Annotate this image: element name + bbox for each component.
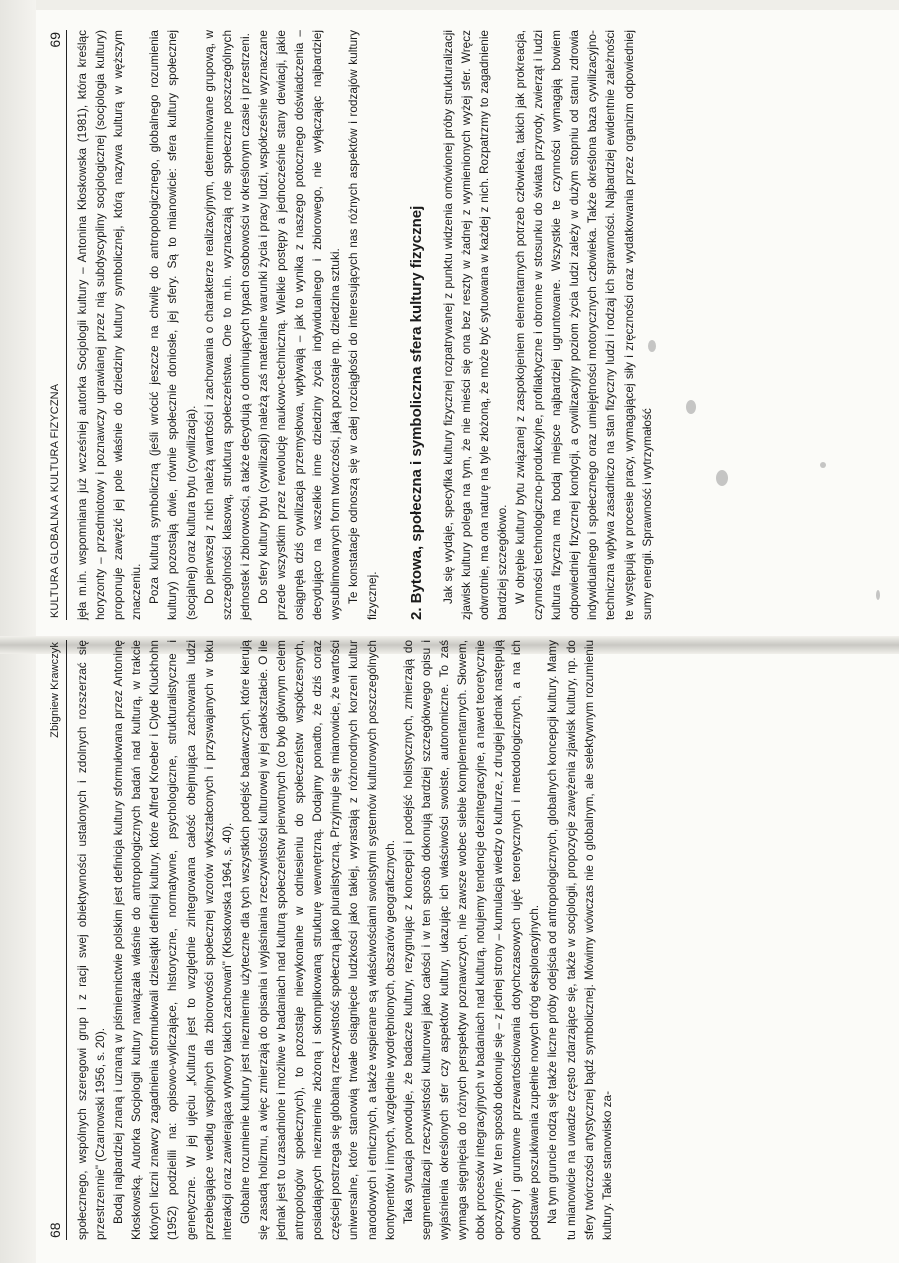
paragraph: Na tym gruncie rodzą się także liczne próby odejścia od antropologicznych, globalnych koncepcji kultury. Mamy tu mianowicie na uwadze często zdarzające się, także w socjologii, propozycje zawężenia zjawisk kultury, np. do sfery twórczości artystycznej bądź symbolicznej. Mówimy wówczas nie o globalnym, ale selektywnym rozumieniu kultury. Takie stanowisko za- [545,640,614,1240]
paragraph: Globalne rozumienie kultury jest niezmiernie użyteczne dla tych wszystkich podejść badawczych, które kierują się zasadą holizmu, a więc zmierzają do opisania i wyjaśniania rzeczywistości kulturowej w jej całokształcie. O ile jednak jest to uzasadnione i możliwe w badaniach nad kulturą społeczeństw pierwotnych (co było głównym celem antropologów społecznych), to pozostaje niewykonalne w odniesieniu do społeczeństw współczesnych, posiadających niezmiernie złożoną i skomplikowaną strukturę wewnętrzną. Dodajmy ponadto, że dziś coraz częściej postrzega się globalną rzeczywistość społeczną jako pluralistyczną. Przyjmuje się mianowicie, że wartości uniwersalne, które stanowią trwałe osiągnięcie ludzkości jako takiej, wyrastają z różnorodnych korzeni kultur narodowych i etnicznych, a także wspierane są właściwościami swoistymi systemów kulturowych poszczególnych kontynentów i innych, względnie wyodrębnionych, obszarów geograficznych. [237,640,397,1240]
section-heading: 2. Bytowa, społeczna i symboliczna sfera kultury fizycznej [407,205,425,620]
paragraph: Poza kulturą symboliczną (jeśli wrócić jeszcze na chwilę do antropologicznego, globalnego rozumienia kultury) pozostają dwie, równie społecznie doniosłe, jej sfery. Są to mianowicie: sfera kultury społecznej (socjalnej) oraz kultura bytu (cywilizacja). [147,30,198,620]
paragraph: Taka sytuacja powoduje, że badacze kultury, rezygnując z koncepcji i podejść holistycznych, zmierzają do segmentalizacji rzeczywistości kulturowej jako całości i w ten sposób dokonują bardziej szczegółowego opisu i wyjaśnienia określonych sfer czy aspektów kultury, ukazując ich właściwości swoiste, autonomiczne. To zaś wymaga sięgnięcia do różnych perspektyw poznawczych, nie zawsze wobec siebie komplementarnych. Słowem, obok procesów integracyjnych w badaniach nad kulturą, notujemy tendencje dezintegracyjne, a nawet teoretycznie opozycyjne. W ten sposób dokonuje się – z jednej strony – kumulacja wiedzy o kulturze, z drugiej jednak następują odwroty i gruntowne przewartościowania dotychczasowych ujęć teoretycznych i metodologicznych, a na ich podstawie poszukiwania zupełnie nowych dróg eksploracyjnych. [400,639,542,1240]
scan-speck [716,470,728,486]
scan-top-edge [0,0,899,10]
paragraph: Bodaj najbardziej znaną i uznaną w piśmiennictwie polskim jest definicja kultury sformułowana przez Antoninę Kłoskowską. Autorka Socjologii kultury nawiązała właśnie do antropologicznych badań nad kulturą, w trakcie których liczni znawcy zagadnienia sformułowali dziesiątki definicji kultury, które Alfred Kroeber i Clyde Kluckhohn (1952) podzielili na: opisowo-wyliczające, historyczne, normatywne, psychologiczne, strukturalistyczne i genetyczne. W jej ujęciu „Kultura jest to względnie zintegrowana całość obejmująca zachowania ludzi przebiegające według wspólnych dla zbiorowości społecznej wzorów wykształconych i przyswajanych w toku interakcji oraz zawierająca wytwory takich zachowań" (Kłoskowska 1964, s. 40). [111,640,234,1240]
paragraph: W obrębie kultury bytu związanej z zaspokojeniem elementarnych potrzeb człowieka, takich jak prokreacja, czynności technologiczno-produkcyjne, profilaktyczne i obronne w stosunku do świata przyrody, zwierząt i ludzi kultura fizyczna ma bodaj miejsce najbardziej ugruntowane. Wszystkie te czynności wymagają bowiem odpowiedniej fizycznej kondycji, a cywilizacyjny poziom życia ludzi zależy w dużym stopniu od stanu zdrowia indywidualnego i społecznego oraz umiejętności motorycznych człowieka. Także określona baza cywilizacyjno-techniczna wpływa zasadniczo na stan fizyczny ludzi i rodzaj ich sprawności. Najbardziej ewidentnie zależności te występują w procesie pracy, wymagającej siły i zręczności oraz wydatkowania przez organizm odpowiedniej sumy energii. Sprawność i wytrzymałość [512,30,654,620]
scan-speck [686,400,696,414]
page-number: 68 [46,1222,63,1238]
running-head [42,30,67,620]
paragraph: społecznego, wspólnych szeregowi grup i z racji swej obiektywności ustalonych i zdolnych rozszerzać się przestrzennie" (Czarnowski 1956, s. 20). [75,640,108,1240]
scan-left-edge [0,0,36,1263]
running-head-title: KULTURA GLOBALNA A KULTURA FIZYCZNA [48,383,61,618]
page-68 [42,640,632,1240]
running-head [42,640,67,1240]
page-69 [42,30,654,620]
running-head-author: Zbigniew Krawczyk [48,642,61,738]
paragraph: Jak się wydaje, specyfika kultury fizycznej rozpatrywanej z punktu widzenia omówionej próby strukturalizacji zjawisk kultury polega na tym, że nie mieści się ona bez reszty w żadnej z wymienionych wyżej sfer. Wręcz odwrotnie, ma ona naturę na tyle złożoną, że może być sytuowana w każdej z nich. Rozpatrzmy to zagadnienie bardziej szczegółowo. [440,30,509,620]
paragraph: jęła m.in. wspomniana już wcześniej autorka Socjologii kultury – Antonina Kłoskowska (1981), która kreśląc horyzonty – przedmiotowy i poznawczy uprawianej przez nią subdyscypliny socjologicznej (socjologia kultury) proponuje zawęzić jej pole właśnie do dziedziny kultury symbolicznej, którą nazywa kulturą w węższym znaczeniu. [75,30,144,620]
scan-speck [820,462,826,468]
page-body [67,640,616,1240]
paragraph: Te konstatacje odnoszą się w całej rozciągłości do interesujących nas różnych aspektów i rodzajów kultury fizycznej. [346,30,379,620]
page-body [67,30,656,620]
paragraph: Do pierwszej z nich należą wartości i zachowania o charakterze realizacyjnym, determinowane grupową, w szczególności klasową, strukturą społeczeństwa. One to m.in. wyznaczają role społeczne poszczególnych jednostek i zbiorowości, a także decydują o dominujących typach osobowości w określonym czasie i przestrzeni. [201,30,252,620]
page-number: 69 [46,32,63,48]
scan-speck [876,590,880,600]
paragraph: Do sfery kultury bytu (cywilizacji) należą zaś materialne warunki życia i pracy ludzi, współcześnie wyznaczane przede wszystkim przez rewolucję naukowo-techniczną. Wielkie postępy a jednocześnie stany dewiacji, jakie osiągnęła dziś cywilizacja przemysłowa, wpływają – jak to wynika z naszego potocznego doświadczenia – decydująco na wszelkie inne dziedziny życia indywidualnego i zbiorowego, nie wyłączając najbardziej wysublimowanych form twórczości, jaką pozostaje np. dziedzina sztuki. [255,30,343,620]
